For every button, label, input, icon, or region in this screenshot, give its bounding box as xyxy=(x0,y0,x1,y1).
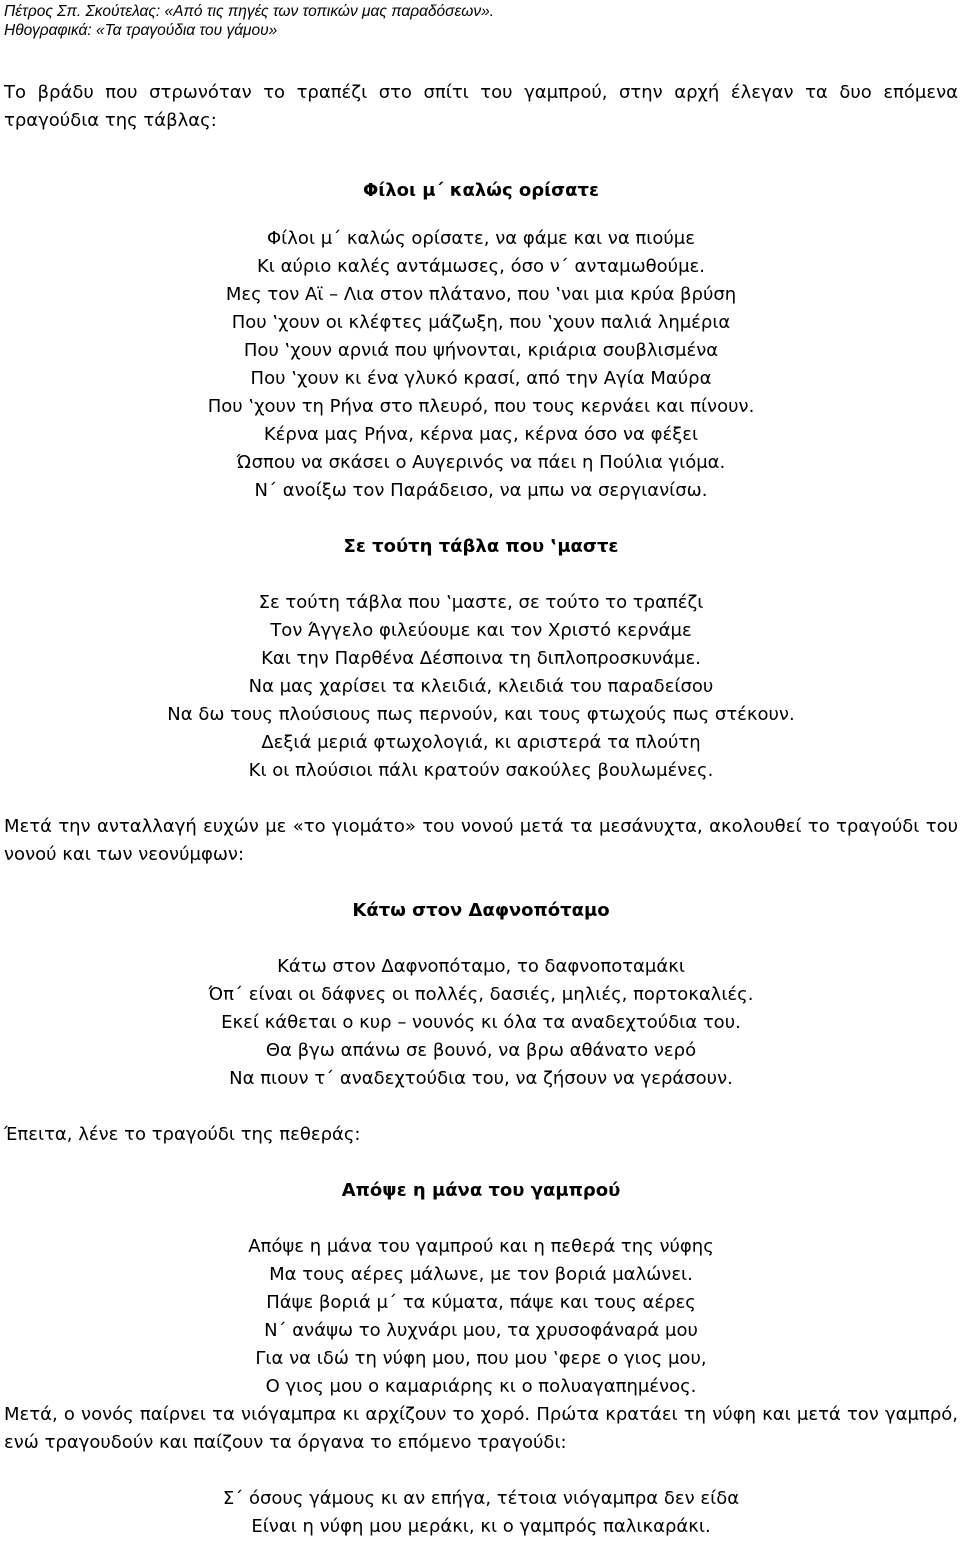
verse-line: Να πιουν τ΄ αναδεχτούδια του, να ζήσουν να γεράσουν. xyxy=(229,1068,733,1089)
verse-line: Ο γιος μου ο καμαριάρης κι ο πολυαγαπημένος. xyxy=(265,1376,697,1397)
song1-title: Φίλοι μ΄ καλώς ορίσατε xyxy=(362,180,600,201)
header-title-line: Ηθογραφικά: «Τα τραγούδια του γάμου» xyxy=(4,22,278,39)
verse-line: Είναι η νύφη μου μεράκι, κι ο γαμπρός παλικαράκι. xyxy=(251,1516,711,1537)
verse-line: Τον Άγγελο φιλεύουμε και τον Χριστό κερνάμε xyxy=(270,620,692,641)
verse-line: Κέρνα μας Ρήνα, κέρνα μας, κέρνα όσο να φέξει xyxy=(263,424,699,445)
song1-verse xyxy=(4,225,958,505)
song4-verse xyxy=(4,1233,958,1401)
verse-line: Ν΄ ανάψω το λυχνάρι μου, τα χρυσοφάναρά μου xyxy=(264,1320,698,1341)
paragraph-godfather: Μετά την ανταλλαγή ευχών με «το γιομάτο» του νονού μετά τα μεσάνυχτα, ακολουθεί το τραγούδι του νονού και των νεονύμφων: xyxy=(4,816,958,865)
running-header xyxy=(4,2,494,40)
verse-line: Σε τούτη τάβλα που ‛μαστε, σε τούτο το τραπέζι xyxy=(258,592,704,613)
song3-verse xyxy=(4,953,958,1093)
paragraph-mother-in-law: Έπειτα, λένε το τραγούδι της πεθεράς: xyxy=(4,1124,361,1145)
verse-line: Ώσπου να σκάσει ο Αυγερινός να πάει η Πούλια γιόμα. xyxy=(236,452,726,473)
verse-line: Μες τον Αϊ – Λια στον πλάτανο, που ‛ναι μια κρύα βρύση xyxy=(225,284,737,305)
verse-line: Μα τους αέρες μάλωνε, με τον βοριά μαλώνει. xyxy=(269,1264,693,1285)
verse-line: Να μας χαρίσει τα κλειδιά, κλειδιά του παραδείσου xyxy=(248,676,714,697)
verse-line: Εκεί κάθεται ο κυρ – νουνός κι όλα τα αναδεχτούδια του. xyxy=(221,1012,741,1033)
verse-line: Απόψε η μάνα του γαμπρού και η πεθερά της νύφης xyxy=(248,1236,714,1257)
paragraph-dance: Μετά, ο νονός παίρνει τα νιόγαμπρα κι αρχίζουν το χορό. Πρώτα κρατάει τη νύφη και μετά τον γαμπρό, ενώ τραγουδούν και παίζουν τα όργανα το επόμενο τραγούδι: xyxy=(4,1404,958,1453)
verse-line: Πάψε βοριά μ΄ τα κύματα, πάψε και τους αέρες xyxy=(266,1292,696,1313)
document-body xyxy=(4,79,958,1541)
verse-line: Κι οι πλούσιοι πάλι κρατούν σακούλες βουλωμένες. xyxy=(248,760,714,781)
verse-line: Σ΄ όσους γάμους κι αν επήγα, τέτοια νιόγαμπρα δεν είδα xyxy=(222,1488,740,1509)
verse-line: Που ‛χουν αρνιά που ψήνονται, κριάρια σουβλισμένα xyxy=(243,340,719,361)
verse-line: Που ‛χουν κι ένα γλυκό κρασί, από την Αγία Μαύρα xyxy=(250,368,712,389)
song3-title: Κάτω στον Δαφνοπόταμο xyxy=(352,900,610,921)
verse-line: Που ‛χουν τη Ρήνα στο πλευρό, που τους κερνάει και πίνουν. xyxy=(207,396,755,417)
verse-line: Δεξιά μεριά φτωχολογιά, κι αριστερά τα πλούτη xyxy=(261,732,701,753)
song2-title: Σε τούτη τάβλα που ‛μαστε xyxy=(343,536,619,557)
song2-verse xyxy=(4,589,958,785)
intro-paragraph: Το βράδυ που στρωνόταν το τραπέζι στο σπίτι του γαμπρού, στην αρχή έλεγαν τα δυο επόμενα τραγούδια της τάβλας: xyxy=(4,82,958,131)
verse-line: Κάτω στον Δαφνοπόταμο, το δαφνοποταμάκι xyxy=(277,956,685,977)
verse-line: Που ‛χουν οι κλέφτες μάζωξη, που ‛χουν παλιά λημέρια xyxy=(231,312,731,333)
verse-line: Για να ιδώ τη νύφη μου, που μου ‛φερε ο γιος μου, xyxy=(255,1348,707,1369)
verse-line: Κι αύριο καλές αντάμωσες, όσο ν΄ ανταμωθούμε. xyxy=(256,256,705,277)
song5-verse xyxy=(4,1485,958,1541)
verse-line: Θα βγω απάνω σε βουνό, να βρω αθάνατο νερό xyxy=(265,1040,697,1061)
verse-line: Να δω τους πλούσιους πως περνούν, και τους φτωχούς πως στέκουν. xyxy=(167,704,795,725)
verse-line: Και την Παρθένα Δέσποινα τη διπλοπροσκυνάμε. xyxy=(261,648,701,669)
song4-title: Απόψε η μάνα του γαμπρού xyxy=(341,1180,621,1201)
header-author-line: Πέτρος Σπ. Σκούτελας: «Από τις πηγές των τοπικών μας παραδόσεων». xyxy=(4,3,495,20)
verse-line: Όπ΄ είναι οι δάφνες οι πολλές, δασιές, μηλιές, πορτοκαλιές. xyxy=(208,984,754,1005)
verse-line: Φίλοι μ΄ καλώς ορίσατε, να φάμε και να πιούμε xyxy=(267,228,695,249)
verse-line: Ν΄ ανοίξω τον Παράδεισο, να μπω να σεργιανίσω. xyxy=(254,480,708,501)
